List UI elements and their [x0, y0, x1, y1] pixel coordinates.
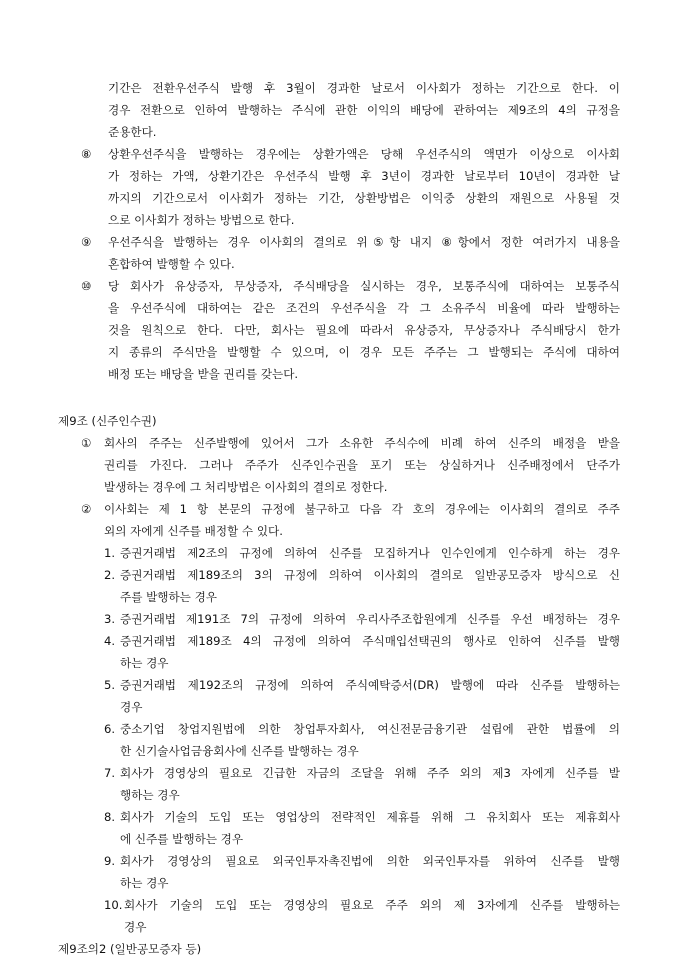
item-2-number: 2.	[104, 568, 116, 582]
paragraph-9-line-1: 우선주식을 발행하는 경우 이사회의 결의로 위⑤항 내지 ⑧항에서 정한 여러가지 내용을	[108, 235, 620, 249]
paragraph-7-line-3: 준용한다.	[108, 125, 157, 139]
clause-9-paragraph-1-marker: ①	[81, 436, 92, 450]
item-2-line-1: 증권거래법 제189조의 3의 규정에 의하여 이사회의 결의로 일반공모증자 방식으로 신	[120, 568, 620, 582]
clause-9-paragraph-2-line-1: 이사회는 제 1 항 본문의 규정에 불구하고 다음 각 호의 경우에는 이사회의 결의로 주주	[104, 502, 620, 516]
paragraph-10-line-5: 배정 또는 배당을 받을 권리를 갖는다.	[108, 367, 299, 381]
item-2-line-2: 주를 발행하는 경우	[120, 590, 217, 604]
paragraph-10-line-1: 당 회사가 유상증자, 무상증자, 주식배당을 실시하는 경우, 보통주식에 대하여는 보통주식	[108, 279, 620, 293]
item-10-line-1: 회사가 기술의 도입 또는 경영상의 필요로 주주 외의 제 3자에게 신주를 발행하는	[124, 898, 620, 912]
clause-9-2-heading: 제9조의2 (일반공모증자 등)	[58, 942, 202, 956]
item-5-line-1: 증권거래법 제192조의 규정에 의하여 주식예탁증서(DR) 발행에 따라 신주를 발행하는	[120, 678, 620, 692]
item-5-line-2: 경우	[120, 700, 143, 714]
paragraph-10-marker: ⑩	[81, 279, 92, 293]
paragraph-10-line-2: 을 우선주식에 대하여는 같은 조건의 우선주식을 각 그 소유주식 비율에 따라 발행하는	[108, 301, 620, 315]
item-6-line-2: 한 신기술사업금융회사에 신주를 발행하는 경우	[120, 744, 359, 758]
item-8-line-1: 회사가 기술의 도입 또는 영업상의 전략적인 제휴를 위해 그 유치회사 또는 제휴회사	[120, 810, 620, 824]
item-3-number: 3.	[104, 612, 116, 626]
paragraph-7-line-2: 경우 전환으로 인하여 발행하는 주식에 관한 이익의 배당에 관하여는 제9조의 4의 규정을	[108, 103, 620, 117]
clause-9-paragraph-1-line-1: 회사의 주주는 신주발행에 있어서 그가 소유한 주식수에 비례 하여 신주의 배정을 받을	[104, 436, 620, 450]
item-3-line-1: 증권거래법 제191조 7의 규정에 의하여 우리사주조합원에게 신주를 우선 배정하는 경우	[120, 612, 620, 626]
item-7-line-1: 회사가 경영상의 필요로 긴급한 자금의 조달을 위해 주주 외의 제3 자에게 신주를 발	[120, 766, 620, 780]
item-9-line-1: 회사가 경영상의 필요로 외국인투자촉진법에 의한 외국인투자를 위하여 신주를 발행	[120, 854, 620, 868]
paragraph-10-line-3: 것을 원칙으로 한다. 다만, 회사는 필요에 따라서 유상증자, 무상증자나 주식배당시 한가	[108, 323, 620, 337]
item-1-line-1: 증권거래법 제2조의 규정에 의하여 신주를 모집하거나 인수인에게 인수하게 하는 경우	[120, 546, 620, 560]
paragraph-9-line-2: 혼합하여 발행할 수 있다.	[108, 257, 235, 271]
item-6-number: 6.	[104, 722, 116, 736]
item-4-number: 4.	[104, 634, 116, 648]
item-10-number: 10.	[104, 898, 123, 912]
item-6-line-1: 중소기업 창업지원법에 의한 창업투자회사, 여신전문금융기관 설립에 관한 법률에 의	[120, 722, 620, 736]
paragraph-7-line-1: 기간은 전환우선주식 발행 후 3월이 경과한 날로서 이사회가 정하는 기간으로 한다. 이	[108, 81, 620, 95]
item-1-number: 1.	[104, 546, 116, 560]
paragraph-8-line-3: 까지의 기간으로서 이사회가 정하는 기간, 상환방법은 이익중 상환의 재원으로 사용될 것	[108, 191, 620, 205]
paragraph-8-line-2: 가 정하는 가액, 상환기간은 우선주식 발행 후 3년이 경과한 날로부터 10년이 경과한 날	[108, 169, 620, 183]
item-8-number: 8.	[104, 810, 116, 824]
item-7-line-2: 행하는 경우	[120, 788, 180, 802]
clause-9-heading: 제9조 (신주인수권)	[58, 414, 157, 428]
item-5-number: 5.	[104, 678, 116, 692]
item-10-line-2: 경우	[124, 920, 147, 934]
item-9-line-2: 하는 경우	[120, 876, 169, 890]
item-7-number: 7.	[104, 766, 116, 780]
clause-9-paragraph-1-line-3: 발생하는 경우에 그 처리방법은 이사회의 결의로 정한다.	[104, 480, 388, 494]
paragraph-8-line-4: 으로 이사회가 정하는 방법으로 한다.	[108, 213, 295, 227]
item-4-line-2: 하는 경우	[120, 656, 169, 670]
item-9-number: 9.	[104, 854, 116, 868]
item-4-line-1: 증권거래법 제189조 4의 규정에 의하여 주식매입선택권의 행사로 인하여 신주를 발행	[120, 634, 620, 648]
paragraph-8-marker: ⑧	[81, 147, 92, 161]
clause-9-paragraph-2-marker: ②	[81, 502, 92, 516]
paragraph-8-line-1: 상환우선주식을 발행하는 경우에는 상환가액은 당해 우선주식의 액면가 이상으로 이사회	[108, 147, 620, 161]
paragraph-10-line-4: 지 종류의 주식만을 발행할 수 있으며, 이 경우 모든 주주는 그 발행되는 주식에 대하여	[108, 345, 620, 359]
clause-9-paragraph-2-line-2: 외의 자에게 신주를 배정할 수 있다.	[104, 524, 283, 538]
clause-9-paragraph-1-line-2: 권리를 가진다. 그러나 주주가 신주인수권을 포기 또는 상실하거나 신주배정에서 단주가	[104, 458, 620, 472]
paragraph-9-marker: ⑨	[81, 235, 92, 249]
item-8-line-2: 에 신주를 발행하는 경우	[120, 832, 244, 846]
